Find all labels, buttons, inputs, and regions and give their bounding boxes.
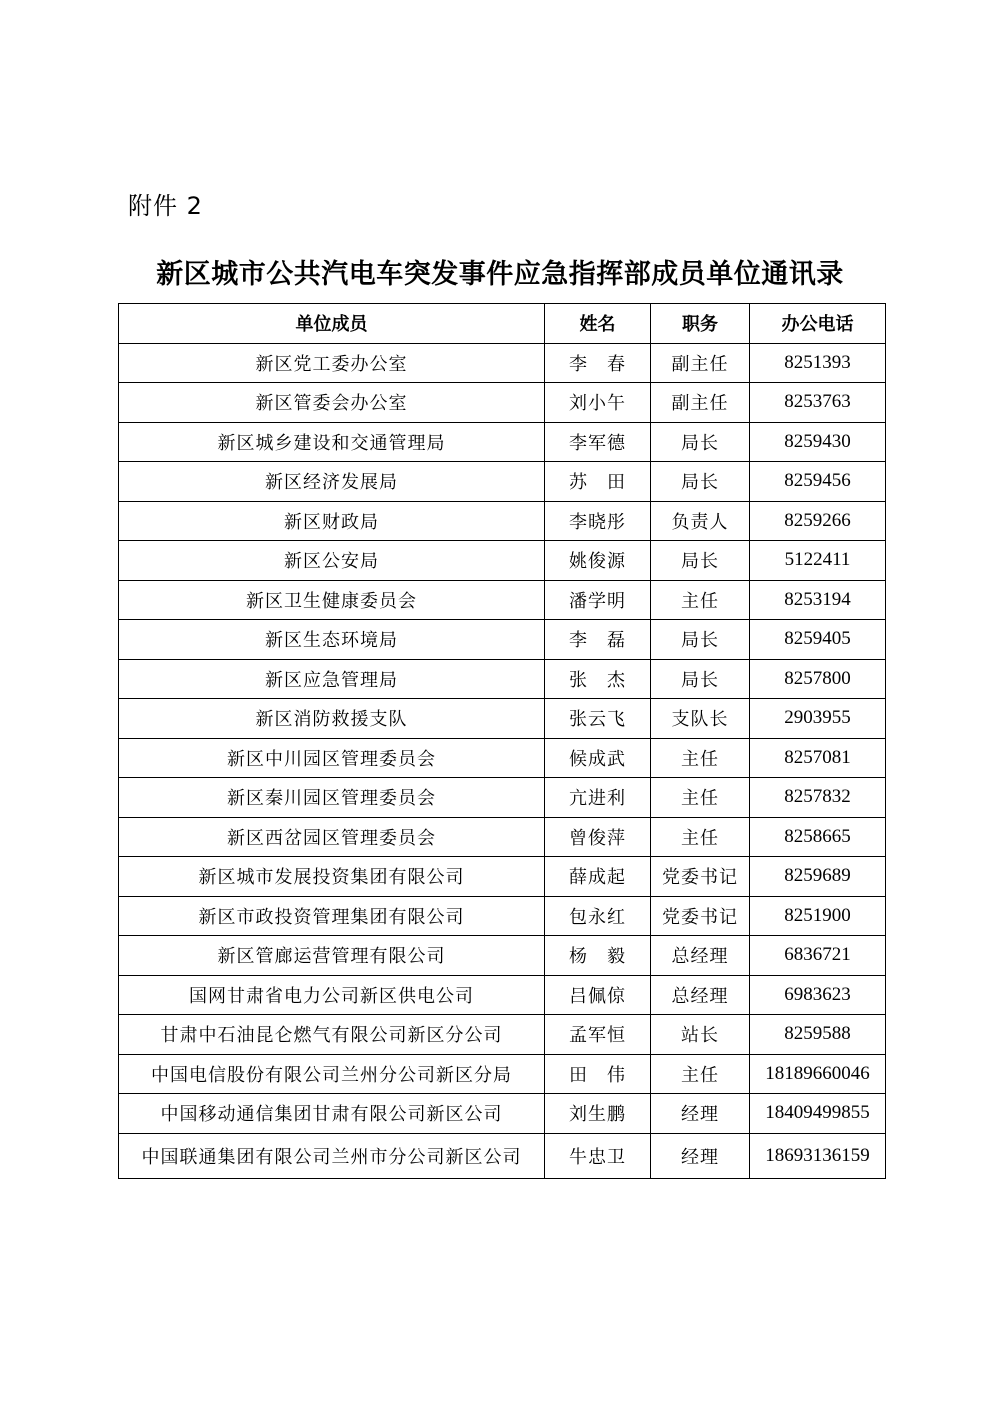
phone-cell: 18189660046 [750,1054,886,1094]
position-cell: 总经理 [651,975,750,1015]
unit-cell: 新区消防救援支队 [119,699,545,739]
unit-cell: 新区应急管理局 [119,659,545,699]
unit-cell: 甘肃中石油昆仑燃气有限公司新区分公司 [119,1015,545,1055]
name-cell: 包永红 [545,896,651,936]
phone-cell: 6983623 [750,975,886,1015]
unit-cell: 新区中川园区管理委员会 [119,738,545,778]
table-row [119,422,886,462]
name-cell: 孟军恒 [545,1015,651,1055]
table-row [119,343,886,383]
phone-cell: 8257832 [750,778,886,818]
table-row [119,1094,886,1134]
name-cell: 苏 田 [545,462,651,502]
phone-cell: 8257800 [750,659,886,699]
table-row [119,738,886,778]
name-cell: 姚俊源 [545,541,651,581]
position-cell: 主任 [651,1054,750,1094]
table-row [119,1133,886,1178]
position-cell: 党委书记 [651,857,750,897]
unit-cell: 中国联通集团有限公司兰州市分公司新区公司 [119,1133,545,1178]
position-cell: 局长 [651,620,750,660]
unit-cell: 新区城乡建设和交通管理局 [119,422,545,462]
phone-cell: 8259405 [750,620,886,660]
unit-cell: 新区卫生健康委员会 [119,580,545,620]
name-cell: 薛成起 [545,857,651,897]
unit-cell: 新区财政局 [119,501,545,541]
name-cell: 张 杰 [545,659,651,699]
position-cell: 总经理 [651,936,750,976]
table-row [119,896,886,936]
phone-cell: 18693136159 [750,1133,886,1178]
table-row [119,1054,886,1094]
table-row [119,462,886,502]
unit-cell: 中国电信股份有限公司兰州分公司新区分局 [119,1054,545,1094]
contacts-table [118,303,886,1179]
table-row [119,383,886,423]
name-cell: 候成武 [545,738,651,778]
unit-cell: 新区党工委办公室 [119,343,545,383]
unit-cell: 新区管委会办公室 [119,383,545,423]
name-cell: 张云飞 [545,699,651,739]
position-cell: 经理 [651,1133,750,1178]
phone-cell: 8258665 [750,817,886,857]
unit-cell: 新区市政投资管理集团有限公司 [119,896,545,936]
name-cell: 刘生鹏 [545,1094,651,1134]
table-row [119,620,886,660]
unit-cell: 中国移动通信集团甘肃有限公司新区公司 [119,1094,545,1134]
phone-cell: 5122411 [750,541,886,581]
name-cell: 亢进利 [545,778,651,818]
phone-cell: 8259266 [750,501,886,541]
unit-cell: 新区经济发展局 [119,462,545,502]
position-cell: 局长 [651,422,750,462]
phone-cell: 18409499855 [750,1094,886,1134]
phone-cell: 6836721 [750,936,886,976]
phone-cell: 8253763 [750,383,886,423]
phone-cell: 8259689 [750,857,886,897]
unit-cell: 新区城市发展投资集团有限公司 [119,857,545,897]
unit-cell: 新区管廊运营管理有限公司 [119,936,545,976]
table-row [119,699,886,739]
phone-cell: 8259588 [750,1015,886,1055]
position-cell: 局长 [651,541,750,581]
name-cell: 李 磊 [545,620,651,660]
phone-cell: 2903955 [750,699,886,739]
table-row [119,817,886,857]
table-row [119,580,886,620]
unit-cell: 新区生态环境局 [119,620,545,660]
unit-cell: 新区秦川园区管理委员会 [119,778,545,818]
table-header-row [119,304,886,344]
position-cell: 站长 [651,1015,750,1055]
name-cell: 李 春 [545,343,651,383]
table-body [119,343,886,1178]
name-cell: 刘小午 [545,383,651,423]
position-cell: 支队长 [651,699,750,739]
phone-cell: 8253194 [750,580,886,620]
position-cell: 副主任 [651,343,750,383]
name-cell: 李军德 [545,422,651,462]
table-row [119,857,886,897]
phone-cell: 8259456 [750,462,886,502]
header-position: 职务 [651,304,750,344]
header-phone: 办公电话 [750,304,886,344]
position-cell: 局长 [651,462,750,502]
table-row [119,501,886,541]
name-cell: 田 伟 [545,1054,651,1094]
position-cell: 主任 [651,738,750,778]
name-cell: 潘学明 [545,580,651,620]
page-title: 新区城市公共汽电车突发事件应急指挥部成员单位通讯录 [156,259,844,290]
name-cell: 李晓彤 [545,501,651,541]
table-row [119,778,886,818]
position-cell: 负责人 [651,501,750,541]
name-cell: 曾俊萍 [545,817,651,857]
attachment-label: 附件 2 [128,192,203,220]
table-row [119,975,886,1015]
phone-cell: 8251393 [750,343,886,383]
header-name: 姓名 [545,304,651,344]
unit-cell: 新区公安局 [119,541,545,581]
position-cell: 主任 [651,778,750,818]
position-cell: 副主任 [651,383,750,423]
position-cell: 主任 [651,817,750,857]
unit-cell: 国网甘肃省电力公司新区供电公司 [119,975,545,1015]
position-cell: 主任 [651,580,750,620]
position-cell: 局长 [651,659,750,699]
position-cell: 经理 [651,1094,750,1134]
table-row [119,541,886,581]
name-cell: 吕佩倞 [545,975,651,1015]
table-row [119,936,886,976]
unit-cell: 新区西岔园区管理委员会 [119,817,545,857]
name-cell: 杨 毅 [545,936,651,976]
name-cell: 牛忠卫 [545,1133,651,1178]
phone-cell: 8257081 [750,738,886,778]
table-row [119,1015,886,1055]
phone-cell: 8251900 [750,896,886,936]
position-cell: 党委书记 [651,896,750,936]
phone-cell: 8259430 [750,422,886,462]
header-unit: 单位成员 [119,304,545,344]
table-row [119,659,886,699]
